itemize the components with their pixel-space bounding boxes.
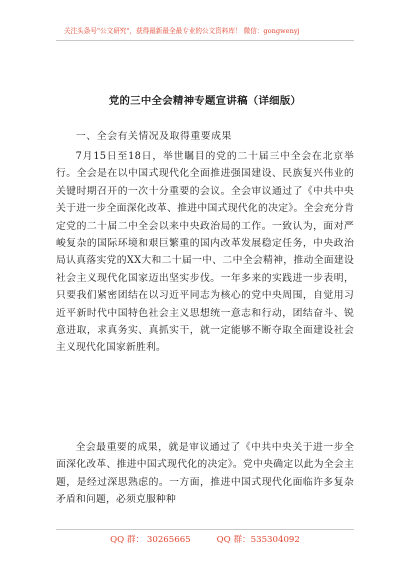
body-paragraph-1: 7月15日至18日，举世瞩目的党的二十届三中全会在北京举行。全会是在以中国式现代化全面推进强国建设、民族复兴伟业的关键时期召开的一次十分重要的会议。全会审议通过了《中共中央关于进一步全面深化改革、推进中国式现代化的决定》。全会充分肯定党的二十届二中全会以来中央政治局的工作。一致认为，面对严峻复杂的国际环境和艰巨繁重的国内改革发展稳定任务，中央政治局认真落实党的XX大和二十届一中、二中全会精神，推动全面建设社会主义现代化国家迈出坚实步伐。一年多来的实践进一步表明，只要我们紧密团结在以习近平同志为核心的党中央周围，自觉用习近平新时代中国特色社会主义思想统一意志和行动，团结奋斗、锐意进取，求真务实、真抓实干，就一定能够不断夺取全面建设社会主义现代化国家新胜利。 [56,151,354,354]
footer-qq-group-1: QQ 群： 30265665 [110,535,191,545]
header-promo-text: 关注头条号"公文研究"，获得最新最全最专业的公文资料库！ 微信：gongwenyj [64,27,300,35]
footer-divider [56,529,354,530]
header-divider [56,40,354,41]
footer-contact [56,533,354,545]
footer-qq-group-2: QQ 群：535304092 [216,535,300,545]
section-heading: 一、全会有关情况及取得重要成果 [76,131,232,142]
body-paragraph-2: 全会最重要的成果，就是审议通过了《中共中央关于进一步全面深化改革、推进中国式现代化的决定》。党中央确定以此为全会主题，是经过深思熟虑的。一方面，推进中国式现代化面临许多复杂矛盾和问题，必须克服种种 [56,442,354,506]
document-title: 党的三中全会精神专题宣讲稿（详细版） [108,95,302,107]
